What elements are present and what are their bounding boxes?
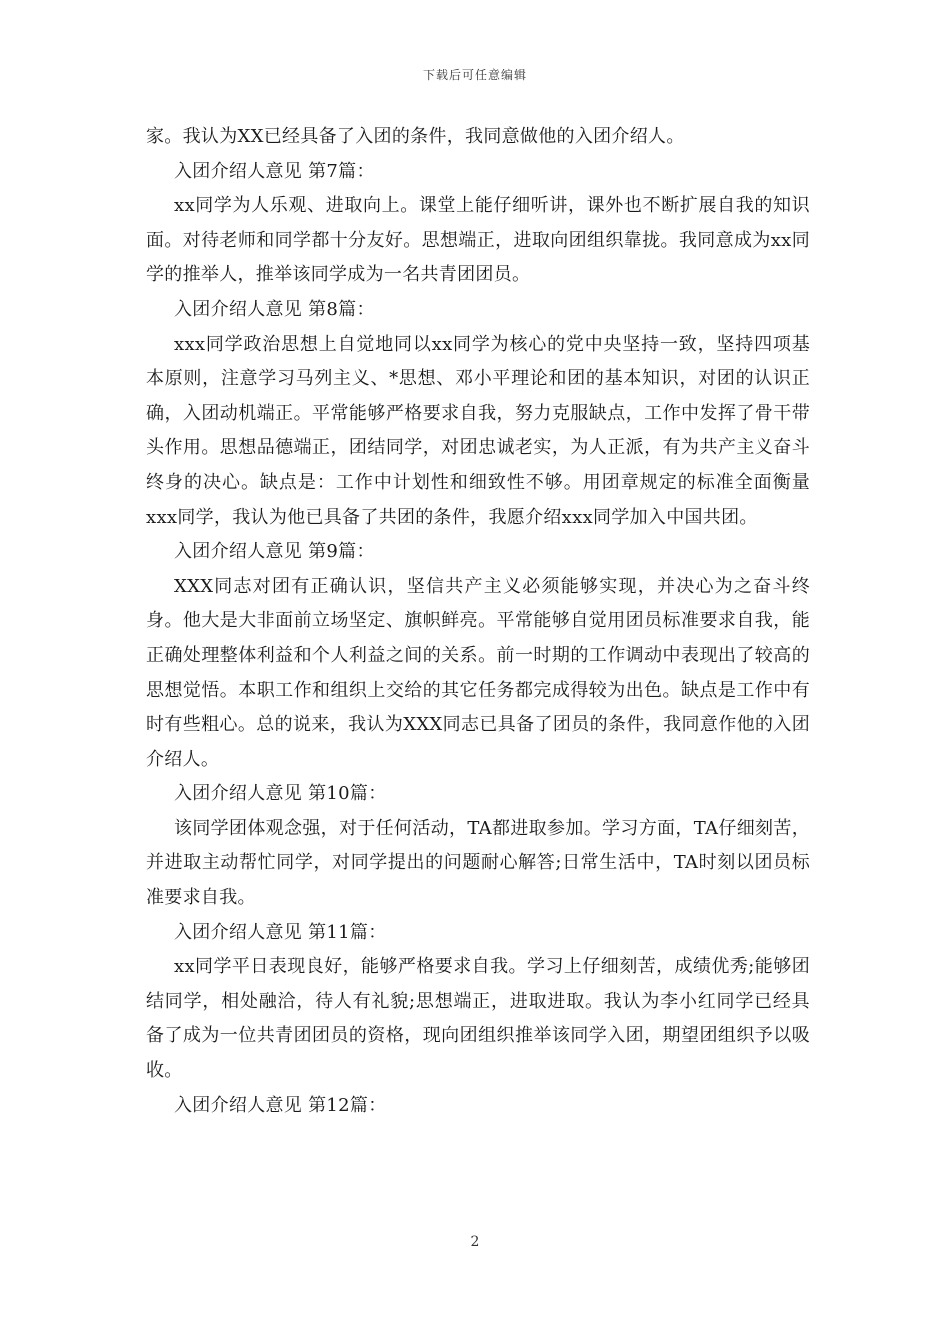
page-header-note: 下载后可任意编辑 [422, 68, 527, 82]
section-heading: 入团介绍人意见 第11篇： [174, 921, 387, 943]
paragraph: xx同学为人乐观、进取向上。课堂上能仔细听讲，课外也不断扩展自我的知识面。对待老师和同学都十分友好。思想端正，进取向团组织靠拢。我同意成为xx同学的推举人，推举该同学成为一名共青团团员。 [146, 195, 810, 286]
document-body [146, 120, 810, 1123]
paragraph: xx同学平日表现良好，能够严格要求自我。学习上仔细刻苦，成绩优秀;能够团结同学，相处融洽，待人有礼貌;思想端正，进取进取。我认为李小红同学已经具备了成为一位共青团团员的资格，现向团组织推举该同学入团，期望团组织予以吸收。 [146, 956, 810, 1082]
section-heading: 入团介绍人意见 第12篇： [174, 1094, 387, 1116]
section-heading: 入团介绍人意见 第8篇： [174, 298, 375, 320]
section-heading: 入团介绍人意见 第10篇： [174, 783, 387, 805]
section-heading: 入团介绍人意见 第9篇： [174, 541, 375, 563]
section-heading: 入团介绍人意见 第7篇： [174, 160, 375, 182]
paragraph: XXX同志对团有正确认识，坚信共产主义必须能够实现，并决心为之奋斗终身。他大是大非面前立场坚定、旗帜鲜亮。平常能够自觉用团员标准要求自我，能正确处理整体利益和个人利益之间的关系。前一时期的工作调动中表现出了较高的思想觉悟。本职工作和组织上交给的其它任务都完成得较为出色。缺点是工作中有时有些粗心。总的说来，我认为XXX同志已具备了团员的条件，我同意作他的入团介绍人。 [146, 575, 810, 770]
paragraph: xxx同学政治思想上自觉地同以xx同学为核心的党中央坚持一致，坚持四项基本原则，注意学习马列主义、*思想、邓小平理论和团的基本知识，对团的认识正确，入团动机端正。平常能够严格要求自我，努力克服缺点，工作中发挥了骨干带头作用。思想品德端正，团结同学，对团忠诚老实，为人正派，有为共产主义奋斗终身的决心。缺点是：工作中计划性和细致性不够。用团章规定的标准全面衡量xxx同学，我认为他已具备了共团的条件，我愿介绍xxx同学加入中国共团。 [146, 333, 810, 528]
paragraph: 该同学团体观念强，对于任何活动，TA都进取参加。学习方面，TA仔细刻苦，并进取主动帮忙同学，对同学提出的问题耐心解答;日常生活中，TA时刻以团员标准要求自我。 [146, 817, 810, 909]
page-number: 2 [470, 1234, 480, 1250]
paragraph: 家。我认为XX已经具备了入团的条件，我同意做他的入团介绍人。 [146, 126, 685, 147]
